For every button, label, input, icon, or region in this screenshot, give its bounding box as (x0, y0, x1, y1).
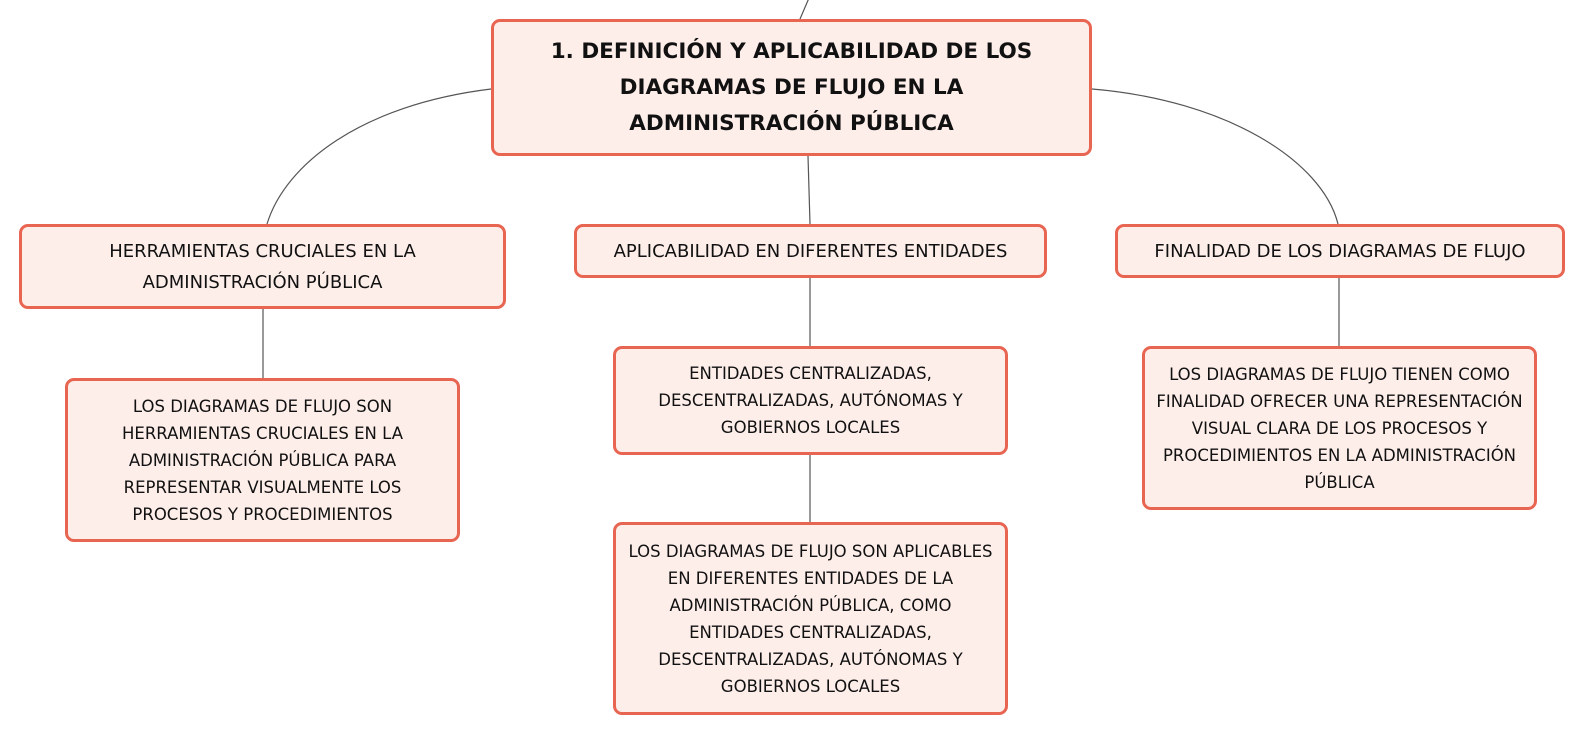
topic-aplicabilidad-node[interactable] (574, 224, 1047, 278)
subtopic-entidades-node[interactable] (613, 346, 1008, 455)
subtopic-herramientas-desc-label: LOS DIAGRAMAS DE FLUJO SON HERRAMIENTAS CRUCIALES EN LA ADMINISTRACIÓN PÚBLICA PARA REPRESENTAR VISUALMENTE LOS PROCESOS Y PROCEDIMIENTOS (122, 396, 403, 524)
topic-finalidad-node[interactable] (1115, 224, 1565, 278)
subtopic-herramientas-desc-node[interactable] (65, 378, 460, 542)
subtopic-entidades-label: ENTIDADES CENTRALIZADAS, DESCENTRALIZADAS, AUTÓNOMAS Y GOBIERNOS LOCALES (658, 364, 963, 437)
subtopic-aplicabilidad-desc-node[interactable] (613, 522, 1008, 715)
topic-herramientas-label: HERRAMIENTAS CRUCIALES EN LA ADMINISTRACIÓN PÚBLICA (109, 240, 416, 293)
topic-aplicabilidad-label: APLICABILIDAD EN DIFERENTES ENTIDADES (613, 240, 1008, 262)
subtopic-finalidad-desc-node[interactable] (1142, 346, 1537, 510)
root-topic-label: 1. DEFINICIÓN Y APLICABILIDAD DE LOS DIAGRAMAS DE FLUJO EN LA ADMINISTRACIÓN PÚBLICA (550, 38, 1033, 136)
subtopic-finalidad-desc-label: LOS DIAGRAMAS DE FLUJO TIENEN COMO FINALIDAD OFRECER UNA REPRESENTACIÓN VISUAL CLARA DE LOS PROCESOS Y PROCEDIMIENTOS EN LA ADMINISTRACIÓN PÚBLICA (1156, 364, 1523, 492)
connector-incoming-root (800, 0, 809, 19)
topic-herramientas-node[interactable] (19, 224, 506, 309)
subtopic-aplicabilidad-desc-label: LOS DIAGRAMAS DE FLUJO SON APLICABLES EN DIFERENTES ENTIDADES DE LA ADMINISTRACIÓN PÚBLICA, COMO ENTIDADES CENTRALIZADAS, DESCENTRALIZADAS, AUTÓNOMAS Y GOBIERNOS LOCALES (628, 541, 993, 696)
root-topic-node[interactable] (491, 19, 1092, 156)
topic-finalidad-label: FINALIDAD DE LOS DIAGRAMAS DE FLUJO (1154, 240, 1526, 262)
connector-root-to-aplicabilidad (808, 156, 810, 224)
connector-root-to-finalidad (1092, 89, 1338, 224)
connector-root-to-herramientas (267, 89, 491, 224)
